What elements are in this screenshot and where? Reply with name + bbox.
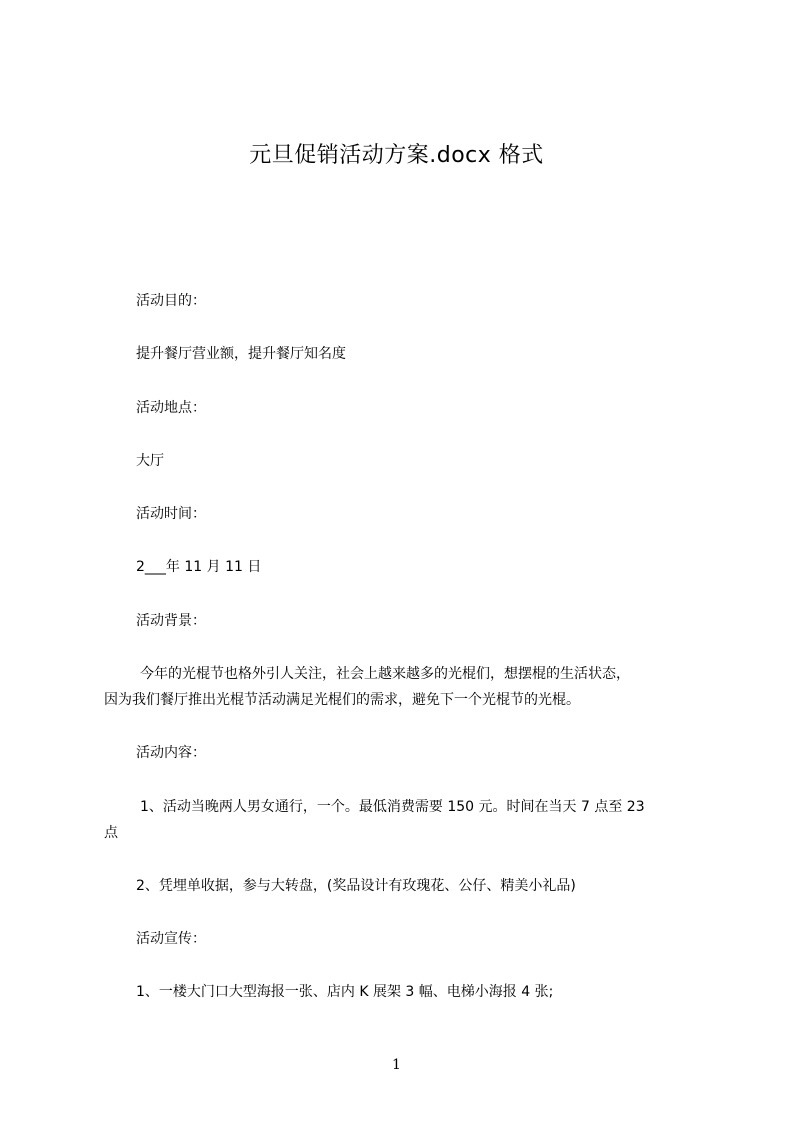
page-number: 1	[392, 1057, 401, 1073]
content-heading: 活动内容：	[136, 745, 206, 761]
promo-heading: 活动宣传：	[136, 931, 206, 947]
content-item-2: 2、凭埋单收据，参与大转盘，(奖品设计有玫瑰花、公仔、精美小礼品)	[136, 878, 576, 894]
location-heading: 活动地点：	[136, 400, 206, 416]
promo-item-1: 1、一楼大门口大型海报一张、店内 K 展架 3 幅、电梯小海报 4 张;	[136, 984, 554, 1000]
content-item-1	[104, 794, 704, 846]
background-paragraph	[104, 661, 704, 713]
purpose-heading: 活动目的：	[136, 293, 206, 309]
purpose-text: 提升餐厅营业额，提升餐厅知名度	[136, 346, 346, 362]
background-line-2: 因为我们餐厅推出光棍节活动满足光棍们的需求，避免下一个光棍节的光棍。	[104, 692, 580, 708]
time-heading: 活动时间：	[136, 506, 206, 522]
content-item-1-line-1: 1、活动当晚两人男女通行，一个。最低消费需要 150 元。时间在当天 7 点至 23	[140, 799, 645, 815]
content-item-1-line-2: 点	[104, 825, 118, 841]
location-text: 大厅	[136, 453, 164, 469]
document-title: 元旦促销活动方案.docx 格式	[249, 143, 544, 168]
time-text: 2___年 11 月 11 日	[136, 559, 262, 575]
background-line-1: 今年的光棍节也格外引人关注，社会上越来越多的光棍们，想摆棍的生活状态，	[140, 666, 630, 682]
background-heading: 活动背景：	[136, 613, 206, 629]
